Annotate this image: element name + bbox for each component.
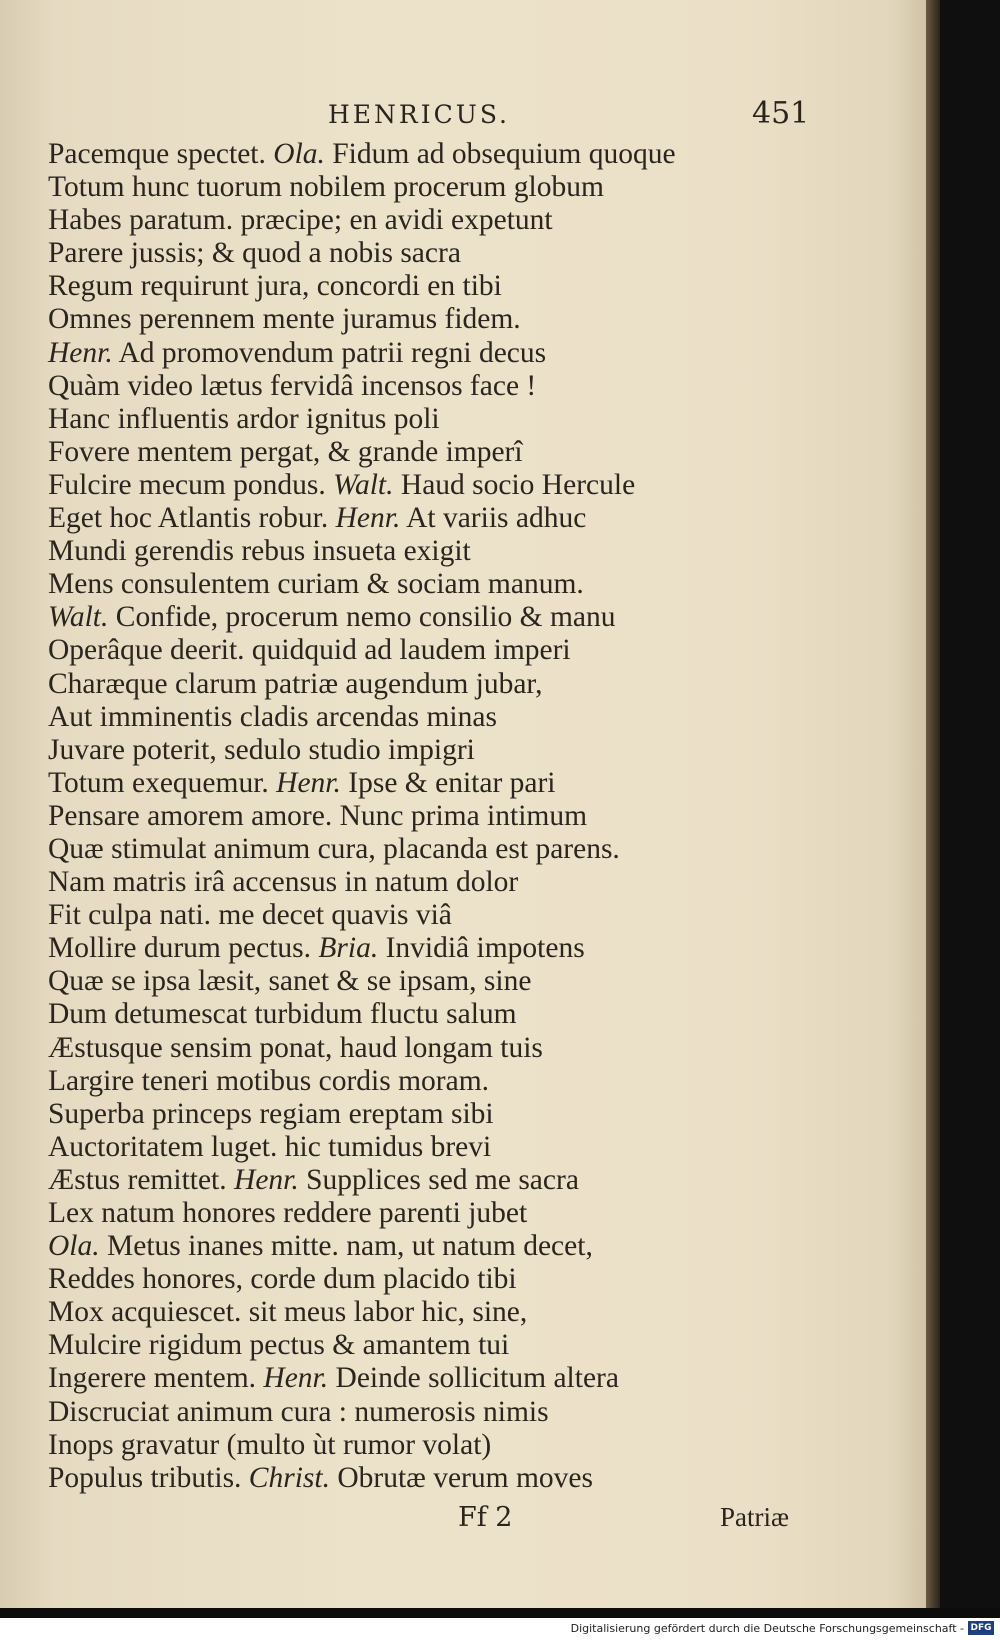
line-text: Haud socio Hercule bbox=[393, 468, 636, 501]
line-text: Parere jussis; & quod a nobis sacra bbox=[48, 237, 461, 270]
line-text: Mox acquiescet. sit meus labor hic, sine, bbox=[48, 1296, 528, 1329]
line-text: Hanc influentis ardor ignitus poli bbox=[48, 402, 440, 435]
line-text: Omnes perennem mente juramus fidem. bbox=[48, 303, 521, 336]
verse-line bbox=[48, 634, 778, 667]
credit-bar bbox=[0, 1618, 1000, 1640]
verse-line bbox=[48, 568, 778, 601]
line-text: Ad promovendum patrii regni decus bbox=[112, 336, 547, 369]
scan-bottom-strip bbox=[0, 1608, 1000, 1618]
line-text: Totum exequemur. bbox=[48, 766, 277, 799]
verse-line bbox=[48, 138, 778, 171]
line-text: Mens consulentem curiam & sociam manum. bbox=[48, 568, 584, 601]
page-edge bbox=[926, 0, 940, 1608]
speaker-label: Henr. bbox=[48, 336, 113, 369]
speaker-label: Henr. bbox=[335, 502, 401, 535]
signature-mark: Ff 2 bbox=[458, 1502, 513, 1533]
page-footer bbox=[0, 1502, 928, 1542]
speaker-label: Henr. bbox=[234, 1163, 299, 1196]
verse-line bbox=[48, 1429, 778, 1462]
line-text: Mollire durum pectus. bbox=[48, 932, 319, 965]
line-text: Charæque clarum patriæ augendum jubar, bbox=[48, 667, 543, 700]
line-text: Quæ stimulat animum cura, placanda est parens. bbox=[48, 832, 620, 865]
line-text: Metus inanes mitte. nam, ut natum decet, bbox=[99, 1230, 593, 1263]
verse-line bbox=[48, 668, 778, 701]
speaker-label: Christ. bbox=[248, 1461, 330, 1494]
verse-line bbox=[48, 866, 778, 899]
speaker-label: Ola. bbox=[48, 1230, 100, 1263]
verse-line bbox=[48, 1263, 778, 1296]
line-text: Nam matris irâ accensus in natum dolor bbox=[48, 866, 519, 899]
verse-line bbox=[48, 535, 778, 568]
line-text: Mulcire rigidum pectus & amantem tui bbox=[48, 1329, 510, 1362]
verse-line bbox=[48, 171, 778, 204]
line-text: Lex natum honores reddere parenti jubet bbox=[48, 1197, 528, 1229]
line-text: Ipse & enitar pari bbox=[340, 766, 556, 799]
verse-line bbox=[48, 1462, 778, 1495]
verse-line bbox=[48, 1098, 778, 1131]
verse-line bbox=[48, 998, 778, 1031]
line-text: Inops gravatur (multo ùt rumor volat) bbox=[48, 1428, 492, 1461]
verse-line bbox=[48, 1329, 778, 1362]
line-text: Obrutæ verum moves bbox=[329, 1461, 593, 1494]
line-text: Habes paratum. præcipe; en avidi expetunt bbox=[48, 204, 553, 237]
verse-line bbox=[48, 1197, 778, 1230]
line-text: Pensare amorem amore. Nunc prima intimum bbox=[48, 799, 588, 832]
verse-line bbox=[48, 1362, 778, 1395]
line-text: Confide, procerum nemo consilio & manu bbox=[108, 601, 616, 634]
line-text: At variis adhuc bbox=[400, 502, 587, 535]
verse-line bbox=[48, 1164, 778, 1197]
line-text: Aut imminentis cladis arcendas minas bbox=[48, 700, 497, 733]
catchword: Patriæ bbox=[720, 1502, 790, 1532]
verse-line bbox=[48, 370, 778, 403]
line-text: Quæ se ipsa læsit, sanet & se ipsam, sine bbox=[48, 965, 532, 998]
speaker-label: Walt. bbox=[333, 468, 394, 501]
line-text: Discruciat animum cura : numerosis nimis bbox=[48, 1395, 549, 1428]
line-text: Deinde sollicitum altera bbox=[328, 1362, 619, 1395]
running-head: HENRICUS. bbox=[328, 100, 511, 129]
line-text: Regum requirunt jura, concordi en tibi bbox=[48, 270, 502, 303]
verse-line bbox=[48, 1296, 778, 1329]
speaker-label: Henr. bbox=[263, 1362, 329, 1395]
speaker-label: Walt. bbox=[48, 601, 109, 634]
line-text: Juvare poterit, sedulo studio impigri bbox=[48, 733, 475, 766]
line-text: Reddes honores, corde dum placido tibi bbox=[48, 1263, 517, 1296]
line-text: Operâque deerit. quidquid ad laudem imperi bbox=[48, 634, 571, 667]
verse-line bbox=[48, 403, 778, 436]
verse-line bbox=[48, 204, 778, 237]
verse-line bbox=[48, 767, 778, 800]
line-text: Populus tributis. bbox=[48, 1461, 249, 1494]
verse-line bbox=[48, 469, 778, 502]
verse-line bbox=[48, 337, 778, 370]
verse-line bbox=[48, 800, 778, 833]
line-text: Invidiâ impotens bbox=[378, 932, 585, 965]
line-text: Supplices sed me sacra bbox=[298, 1163, 579, 1196]
line-text: Eget hoc Atlantis robur. bbox=[48, 502, 336, 535]
line-text: Mundi gerendis rebus insueta exigit bbox=[48, 535, 471, 568]
speaker-label: Bria. bbox=[318, 932, 379, 965]
verse-line bbox=[48, 965, 778, 998]
line-text: Superba princeps regiam ereptam sibi bbox=[48, 1097, 494, 1130]
verse-line bbox=[48, 237, 778, 270]
line-text: Fit culpa nati. me decet quavis viâ bbox=[48, 899, 452, 932]
line-text: Pacemque spectet. bbox=[48, 138, 274, 170]
page-number: 451 bbox=[752, 96, 810, 131]
verse-text bbox=[48, 138, 778, 1495]
line-text: Dum detumescat turbidum fluctu salum bbox=[48, 998, 517, 1031]
line-text: Æstusque sensim ponat, haud longam tuis bbox=[48, 1031, 543, 1064]
verse-line bbox=[48, 1032, 778, 1065]
verse-line bbox=[48, 899, 778, 932]
verse-line bbox=[48, 436, 778, 469]
verse-line bbox=[48, 833, 778, 866]
line-text: Fovere mentem pergat, & grande imperî bbox=[48, 435, 523, 468]
funding-credit: Digitalisierung gefördert durch die Deutsche Forschungsgemeinschaft - bbox=[570, 1622, 964, 1635]
verse-line bbox=[48, 701, 778, 734]
verse-line bbox=[48, 1396, 778, 1429]
line-text: Largire teneri motibus cordis moram. bbox=[48, 1064, 490, 1097]
speaker-label: Henr. bbox=[276, 766, 341, 799]
line-text: Æstus remittet. bbox=[48, 1163, 235, 1196]
line-text: Auctoritatem luget. hic tumidus brevi bbox=[48, 1130, 492, 1163]
line-text: Totum hunc tuorum nobilem procerum globum bbox=[48, 171, 604, 204]
verse-line bbox=[48, 932, 778, 965]
verse-line bbox=[48, 734, 778, 767]
verse-line bbox=[48, 502, 778, 535]
verse-line bbox=[48, 1230, 778, 1263]
dfg-logo: DFG bbox=[968, 1621, 994, 1635]
verse-line bbox=[48, 1131, 778, 1164]
verse-line bbox=[48, 270, 778, 303]
verse-line bbox=[48, 601, 778, 634]
line-text: Quàm video lætus fervidâ incensos face ! bbox=[48, 369, 537, 402]
line-text: Fulcire mecum pondus. bbox=[48, 468, 334, 501]
verse-line bbox=[48, 303, 778, 336]
page-header bbox=[0, 96, 928, 136]
scan-background bbox=[940, 0, 1000, 1618]
line-text: Ingerere mentem. bbox=[48, 1362, 264, 1395]
verse-line bbox=[48, 1065, 778, 1098]
line-text: Fidum ad obsequium quoque bbox=[324, 138, 676, 170]
speaker-label: Ola. bbox=[273, 138, 325, 170]
